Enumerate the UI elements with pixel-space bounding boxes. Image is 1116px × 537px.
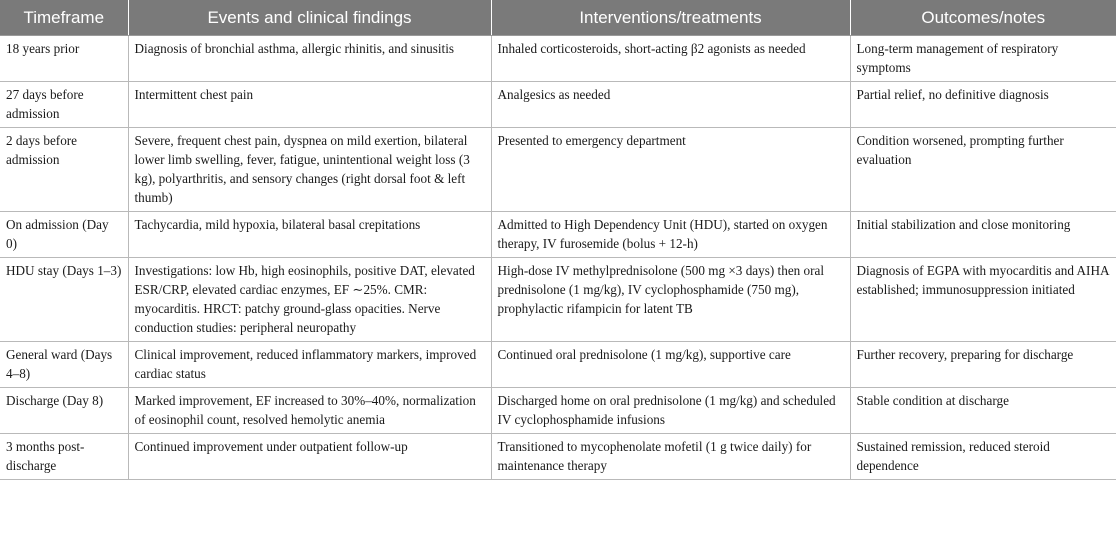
cell-events: Tachycardia, mild hypoxia, bilateral basal crepitations [128, 212, 491, 258]
header-events: Events and clinical findings [128, 0, 491, 36]
cell-interventions: Inhaled corticosteroids, short-acting β2 agonists as needed [491, 36, 850, 82]
table-row [0, 128, 1116, 212]
cell-outcomes: Initial stabilization and close monitoring [850, 212, 1116, 258]
cell-interventions: Presented to emergency department [491, 128, 850, 212]
cell-interventions: Transitioned to mycophenolate mofetil (1 g twice daily) for maintenance therapy [491, 434, 850, 480]
table-row [0, 258, 1116, 342]
cell-outcomes: Partial relief, no definitive diagnosis [850, 82, 1116, 128]
table-row [0, 212, 1116, 258]
cell-timeframe: 2 days before admission [0, 128, 128, 212]
cell-events: Marked improvement, EF increased to 30%–40%, normalization of eosinophil count, resolved hemolytic anemia [128, 388, 491, 434]
header-row [0, 0, 1116, 36]
table-body [0, 36, 1116, 480]
cell-interventions: Admitted to High Dependency Unit (HDU), started on oxygen therapy, IV furosemide (bolus + 12-h) [491, 212, 850, 258]
cell-outcomes: Diagnosis of EGPA with myocarditis and AIHA established; immunosuppression initiated [850, 258, 1116, 342]
table-row [0, 434, 1116, 480]
cell-timeframe: General ward (Days 4–8) [0, 342, 128, 388]
cell-interventions: Discharged home on oral prednisolone (1 mg/kg) and scheduled IV cyclophosphamide infusions [491, 388, 850, 434]
cell-events: Intermittent chest pain [128, 82, 491, 128]
header-timeframe: Timeframe [0, 0, 128, 36]
cell-timeframe: On admission (Day 0) [0, 212, 128, 258]
cell-outcomes: Stable condition at discharge [850, 388, 1116, 434]
cell-timeframe: 18 years prior [0, 36, 128, 82]
cell-outcomes: Condition worsened, prompting further evaluation [850, 128, 1116, 212]
header-interventions: Interventions/treatments [491, 0, 850, 36]
table-row [0, 388, 1116, 434]
table-header [0, 0, 1116, 36]
cell-timeframe: Discharge (Day 8) [0, 388, 128, 434]
cell-events: Clinical improvement, reduced inflammatory markers, improved cardiac status [128, 342, 491, 388]
cell-timeframe: 3 months post-discharge [0, 434, 128, 480]
cell-timeframe: HDU stay (Days 1–3) [0, 258, 128, 342]
cell-events: Investigations: low Hb, high eosinophils, positive DAT, elevated ESR/CRP, elevated cardiac enzymes, EF ∼25%. CMR: myocarditis. HRCT: patchy ground-glass opacities. Nerve conduction studies: peripheral neuropathy [128, 258, 491, 342]
table-row [0, 36, 1116, 82]
cell-interventions: Analgesics as needed [491, 82, 850, 128]
cell-interventions: Continued oral prednisolone (1 mg/kg), supportive care [491, 342, 850, 388]
cell-events: Continued improvement under outpatient follow-up [128, 434, 491, 480]
cell-interventions: High-dose IV methylprednisolone (500 mg ×3 days) then oral prednisolone (1 mg/kg), IV cyclophosphamide (750 mg), prophylactic rifampicin for latent TB [491, 258, 850, 342]
cell-timeframe: 27 days before admission [0, 82, 128, 128]
cell-outcomes: Long-term management of respiratory symptoms [850, 36, 1116, 82]
cell-outcomes: Further recovery, preparing for discharge [850, 342, 1116, 388]
cell-events: Diagnosis of bronchial asthma, allergic rhinitis, and sinusitis [128, 36, 491, 82]
cell-outcomes: Sustained remission, reduced steroid dependence [850, 434, 1116, 480]
header-outcomes: Outcomes/notes [850, 0, 1116, 36]
table-row [0, 342, 1116, 388]
cell-events: Severe, frequent chest pain, dyspnea on mild exertion, bilateral lower limb swelling, fever, fatigue, unintentional weight loss (3 kg), polyarthritis, and sensory changes (right dorsal foot & left thumb) [128, 128, 491, 212]
table-row [0, 82, 1116, 128]
